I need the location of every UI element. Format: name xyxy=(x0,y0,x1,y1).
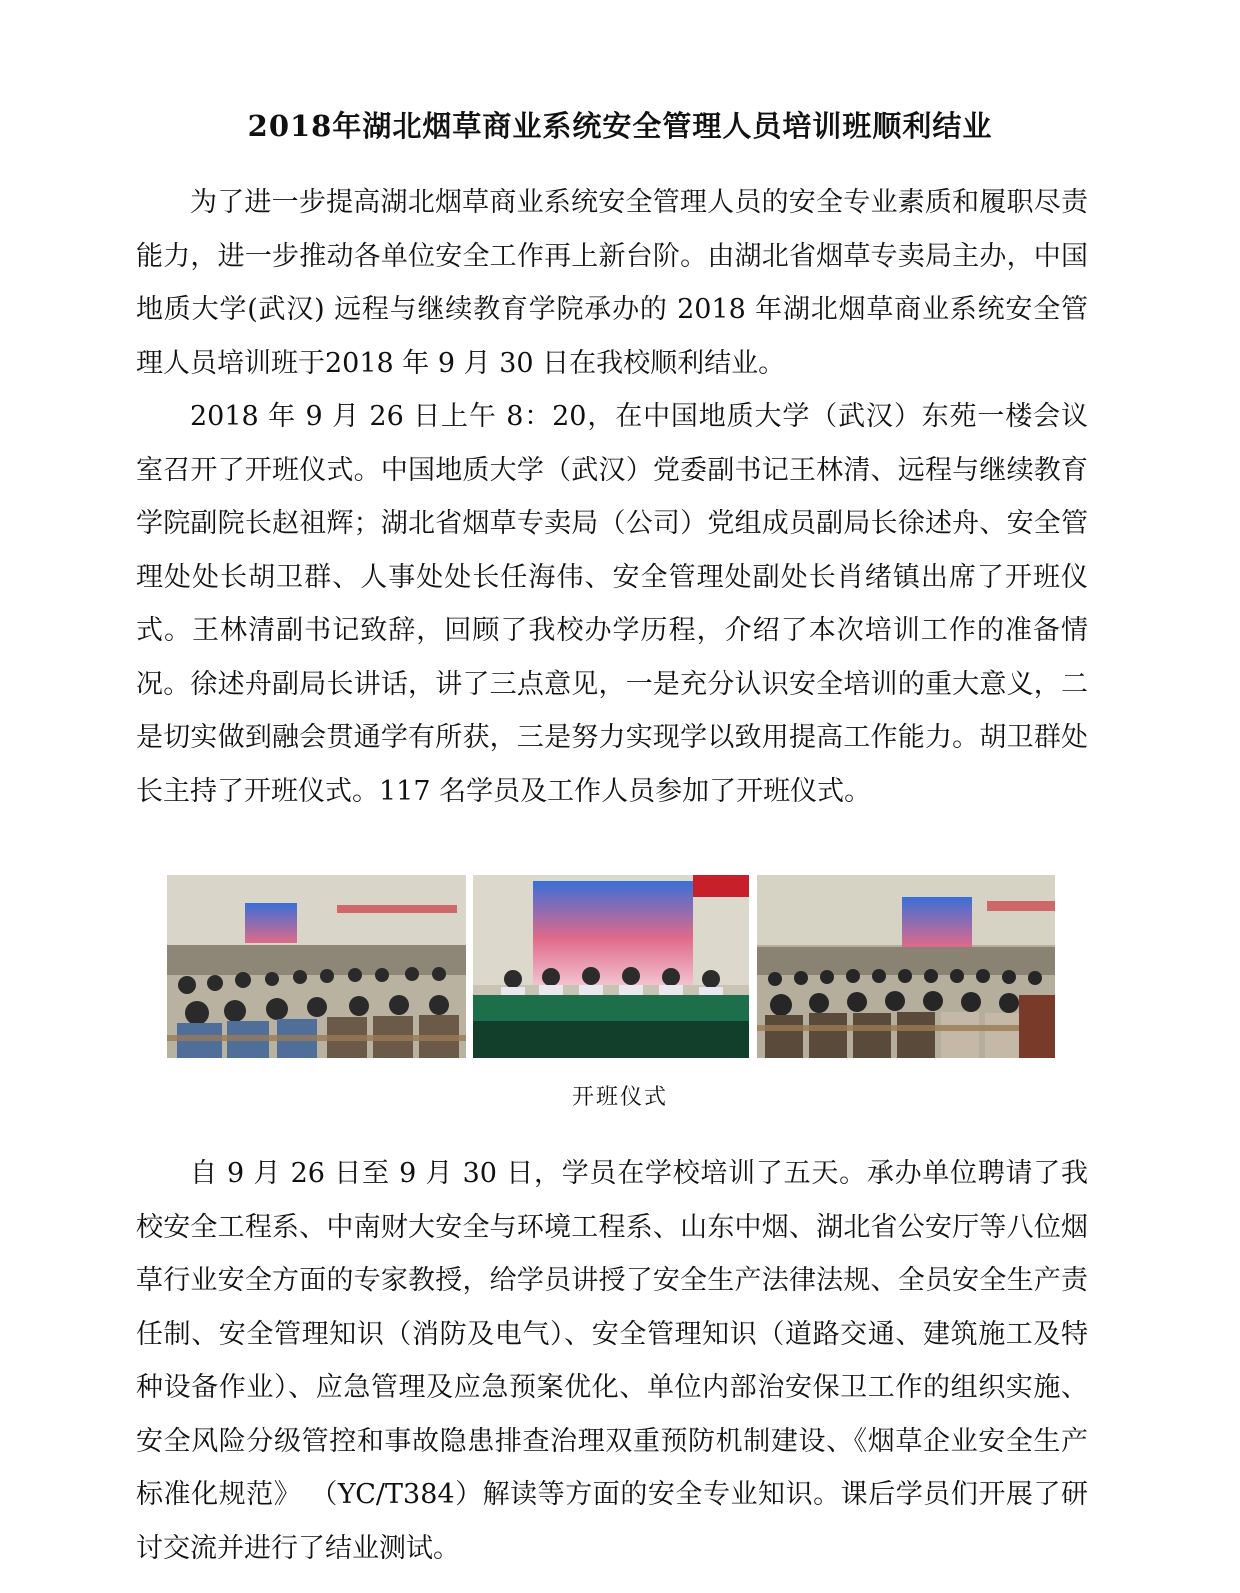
document-title: 2018年湖北烟草商业系统安全管理人员培训班顺利结业 xyxy=(247,109,993,143)
photo-audience-left xyxy=(167,875,466,1058)
paragraph-intro: 为了进一步提高湖北烟草商业系统安全管理人员的安全专业素质和履职尽责能力，进一步推动各单位安全工作再上新台阶。由湖北省烟草专卖局主办，中国地质大学(武汉) 远程与继续教育学院承办的 2018 年湖北烟草商业系统安全管理人员培训班于2018 年 9 月 30 日在我校顺利结业。 xyxy=(136,187,1088,379)
photo-audience-right-image xyxy=(757,875,1055,1058)
photo-strip xyxy=(167,875,1055,1058)
photo-audience-right xyxy=(757,875,1055,1058)
photo-stage-podium-image xyxy=(473,875,749,1058)
photo-stage-podium xyxy=(473,875,749,1058)
paragraph-opening-ceremony: 2018 年 9 月 26 日上午 8：20，在中国地质大学（武汉）东苑一楼会议室召开了开班仪式。中国地质大学（武汉）党委副书记王林清、远程与继续教育学院副院长赵祖辉；湖北省烟草专卖局（公司）党组成员副局长徐述舟、安全管理处处长胡卫群、人事处处长任海伟、安全管理处副处长肖绪镇出席了开班仪式。王林清副书记致辞，回顾了我校办学历程，介绍了本次培训工作的准备情况。徐述舟副局长讲话，讲了三点意见，一是充分认识安全培训的重大意义，二是切实做到融会贯通学有所获，三是努力实现学以致用提高工作能力。胡卫群处长主持了开班仪式。117 名学员及工作人员参加了开班仪式。 xyxy=(136,401,1088,807)
photo-caption: 开班仪式 xyxy=(571,1085,668,1110)
paragraph-training-content: 自 9 月 26 日至 9 月 30 日，学员在学校培训了五天。承办单位聘请了我校安全工程系、中南财大安全与环境工程系、山东中烟、湖北省公安厅等八位烟草行业安全方面的专家教授，给学员讲授了安全生产法律法规、全员安全生产责任制、安全管理知识（消防及电气）、安全管理知识（道路交通、建筑施工及特种设备作业）、应急管理及应急预案优化、单位内部治安保卫工作的组织实施、安全风险分级管控和事故隐患排查治理双重预防机制建设、《烟草企业安全生产标准化规范》 （YC/T384）解读等方面的安全专业知识。课后学员们开展了研讨交流并进行了结业测试。 xyxy=(136,1158,1088,1564)
photo-audience-left-image xyxy=(167,875,466,1058)
